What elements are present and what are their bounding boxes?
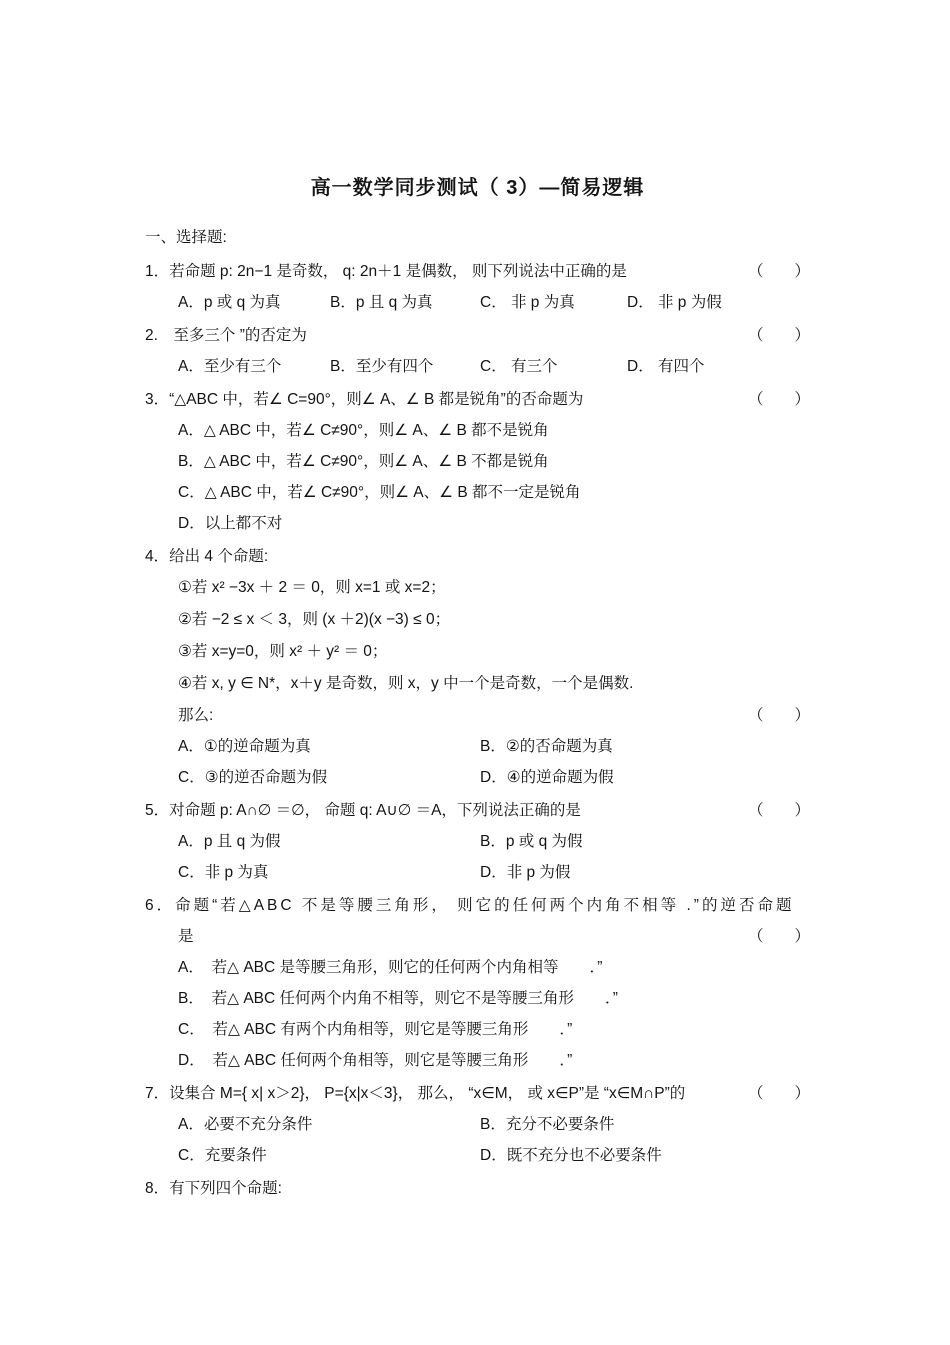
question-4-option-d: D．④的逆命题为假 [480, 769, 614, 786]
question-2 [145, 320, 810, 382]
question-2-stem-row [145, 320, 810, 351]
question-2-options [178, 351, 810, 382]
question-5-option-b: B．p 或 q 为假 [480, 833, 583, 850]
question-6-stem-line-1: 6．命题“若△ABC 不是等腰三角形， 则它的任何两个内角不相等 .”的逆否命题 [145, 897, 795, 914]
question-2-option-b: B．至少有四个 [330, 358, 434, 375]
question-4-option-c: C．③的逆否命题为假 [178, 769, 328, 786]
question-2-option-d: D． 有四个 [627, 358, 705, 375]
question-4-followup-row [145, 700, 810, 731]
section-header: 一、选择题: [145, 229, 227, 246]
question-5-option-c: C．非 p 为真 [178, 864, 269, 881]
question-4-item-1: ①若 x² −3x ＋ 2 ＝ 0，则 x=1 或 x=2； [178, 579, 446, 596]
question-4 [145, 541, 810, 793]
question-7-option-a: A．必要不充分条件 [178, 1116, 313, 1133]
question-6-option-b: B． 若△ ABC 任何两个内角不相等，则它不是等腰三角形 ．” [178, 990, 618, 1007]
page-title: 高一数学同步测试（ 3）—简易逻辑 [310, 177, 645, 199]
question-1-options [178, 287, 810, 318]
question-6 [145, 890, 810, 1076]
question-7-option-c: C．充要条件 [178, 1147, 267, 1164]
question-7-stem-row [145, 1078, 810, 1109]
question-1-option-b: B．p 且 q 为真 [330, 294, 433, 311]
question-3 [145, 384, 810, 539]
question-4-options [178, 731, 810, 793]
question-4-item-4: ④若 x, y ∈ N*，x＋y 是奇数，则 x，y 中一个是奇数，一个是偶数. [178, 675, 634, 692]
question-4-stem: 4．给出 4 个命题: [145, 548, 269, 565]
question-5 [145, 795, 810, 888]
question-8-stem: 8．有下列四个命题: [145, 1180, 282, 1197]
question-6-stem-line-2-row [145, 921, 810, 952]
question-7-option-d: D．既不充分也不必要条件 [480, 1147, 662, 1164]
question-3-stem: 3．“△ABC 中，若∠ C=90°，则∠ A、∠ B 都是锐角”的否命题为 [145, 391, 584, 408]
question-6-answer-bracket: （ ） [747, 928, 810, 945]
question-4-option-a: A．①的逆命题为真 [178, 738, 311, 755]
question-2-answer-bracket: （ ） [747, 327, 810, 344]
question-1-stem-row [145, 256, 810, 287]
question-4-item-2: ②若 −2 ≤ x ＜ 3，则 (x ＋2)(x −3) ≤ 0； [178, 611, 451, 628]
question-5-stem: 5．对命题 p: A∩∅ ＝∅， 命题 q: A∪∅ ＝A，下列说法正确的是 [145, 802, 581, 819]
question-6-option-c: C． 若△ ABC 有两个内角相等，则它是等腰三角形 ．” [178, 1021, 573, 1038]
question-7-answer-bracket: （ ） [747, 1085, 810, 1102]
question-1-answer-bracket: （ ） [747, 263, 810, 280]
question-3-stem-row [145, 384, 810, 415]
question-2-stem: 2. 至多三个 ”的否定为 [145, 327, 307, 344]
question-5-answer-bracket: （ ） [747, 802, 810, 819]
question-2-option-a: A．至少有三个 [178, 358, 282, 375]
question-5-option-d: D．非 p 为假 [480, 864, 571, 881]
question-6-stem-line-2: 是 [178, 928, 194, 945]
question-1-option-d: D． 非 p 为假 [627, 294, 722, 311]
question-4-followup: 那么: [178, 707, 214, 724]
question-5-options [178, 826, 810, 888]
question-2-option-c: C． 有三个 [480, 358, 558, 375]
question-3-option-c: C．△ ABC 中，若∠ C≠90°，则∠ A、∠ B 都不一定是锐角 [178, 484, 581, 501]
question-5-stem-row [145, 795, 810, 826]
question-1-option-c: C． 非 p 为真 [480, 294, 575, 311]
question-1-stem: 1．若命题 p: 2n−1 是奇数， q: 2n＋1 是偶数， 则下列说法中正确的是 [145, 263, 627, 280]
question-5-option-a: A．p 且 q 为假 [178, 833, 281, 850]
question-7-option-b: B．充分不必要条件 [480, 1116, 615, 1133]
question-3-option-d: D．以上都不对 [178, 515, 283, 532]
question-4-answer-bracket: （ ） [747, 707, 810, 724]
question-6-option-a: A． 若△ ABC 是等腰三角形，则它的任何两个内角相等 ．” [178, 959, 603, 976]
question-4-option-b: B．②的否命题为真 [480, 738, 613, 755]
question-1-option-a: A．p 或 q 为真 [178, 294, 281, 311]
question-3-answer-bracket: （ ） [747, 391, 810, 408]
question-7 [145, 1078, 810, 1171]
question-4-item-3: ③若 x=y=0，则 x² ＋ y² ＝ 0； [178, 643, 388, 660]
question-7-stem: 7．设集合 M={ x| x＞2}， P={x|x＜3}， 那么， “x∈M， 或 x∈P”是 “x∈M∩P”的 [145, 1085, 686, 1102]
question-3-option-a: A．△ ABC 中，若∠ C≠90°，则∠ A、∠ B 都不是锐角 [178, 422, 549, 439]
question-6-option-d: D． 若△ ABC 任何两个角相等，则它是等腰三角形 ．” [178, 1052, 573, 1069]
question-1 [145, 256, 810, 318]
question-7-options [178, 1109, 810, 1171]
question-3-option-b: B．△ ABC 中，若∠ C≠90°，则∠ A、∠ B 不都是锐角 [178, 453, 549, 470]
question-8 [145, 1173, 810, 1204]
